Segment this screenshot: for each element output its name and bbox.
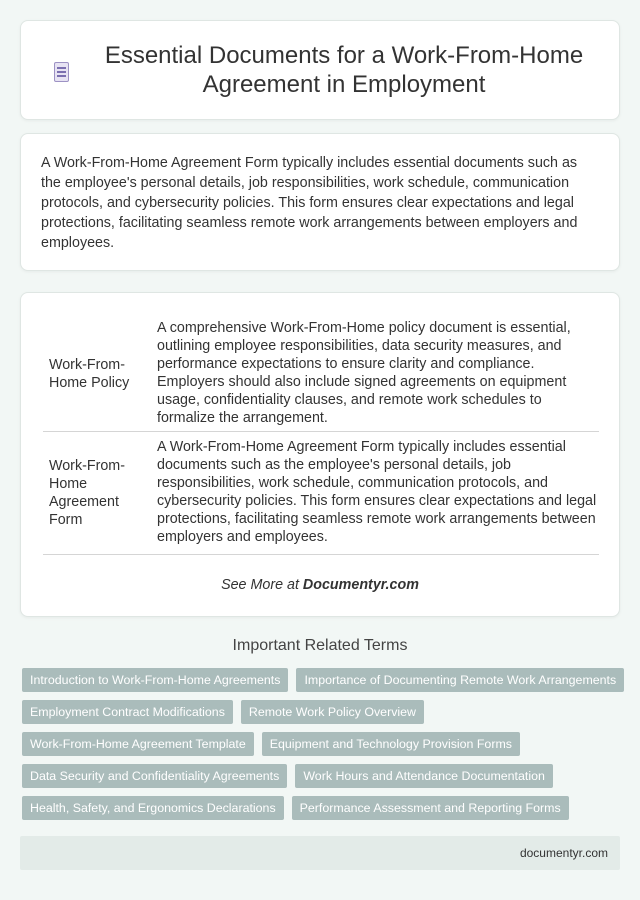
related-terms-heading: Important Related Terms bbox=[232, 637, 408, 654]
footer-link[interactable]: documentyr.com bbox=[519, 846, 608, 860]
related-terms-list bbox=[22, 668, 622, 828]
footer bbox=[20, 836, 620, 870]
term-cell: Work-From-Home Agreement Form bbox=[43, 432, 151, 555]
intro-text: A Work-From-Home Agreement Form typically includes essential documents such as the employee's personal details, job responsibilities, work schedule, communication protocols, and cybersecurity policies. This form ensures clear expectations and legal protections, facilitating seamless remote work arrangements between employers and employees. bbox=[41, 155, 578, 251]
related-term-tag[interactable]: Equipment and Technology Provision Forms bbox=[262, 732, 520, 756]
document-icon bbox=[51, 61, 73, 83]
related-term-tag[interactable]: Performance Assessment and Reporting Forms bbox=[292, 796, 569, 820]
page-title: Essential Documents for a Work-From-Home Agreement in Employment bbox=[104, 42, 584, 98]
related-term-tag[interactable]: Work Hours and Attendance Documentation bbox=[295, 764, 553, 788]
see-more-link[interactable]: Documentyr.com bbox=[302, 577, 419, 593]
documents-table-card bbox=[20, 292, 620, 617]
related-term-tag[interactable]: Introduction to Work-From-Home Agreements bbox=[22, 668, 288, 692]
related-term-tag[interactable]: Data Security and Confidentiality Agreements bbox=[22, 764, 287, 788]
related-term-tag[interactable]: Work-From-Home Agreement Template bbox=[22, 732, 254, 756]
see-more-prefix: See More at bbox=[221, 577, 303, 593]
related-term-tag[interactable]: Importance of Documenting Remote Work Arrangements bbox=[296, 668, 624, 692]
title-card bbox=[20, 20, 620, 120]
see-more bbox=[21, 577, 619, 593]
related-term-tag[interactable]: Employment Contract Modifications bbox=[22, 700, 233, 724]
description-cell: A comprehensive Work-From-Home policy document is essential, outlining employee responsibilities, data security measures, and performance expectations to ensure clarity and compliance. Employers should also include signed agreements on equipment usage, confidentiality clauses, and remote work schedules to formalize the arrangement. bbox=[151, 317, 599, 432]
related-term-tag[interactable]: Remote Work Policy Overview bbox=[241, 700, 424, 724]
description-cell: A Work-From-Home Agreement Form typically includes essential documents such as the employee's personal details, job responsibilities, work schedule, communication protocols, and cybersecurity policies. This form ensures clear expectations and legal protections, facilitating seamless remote work arrangements between employers and employees. bbox=[151, 432, 599, 555]
intro-card bbox=[20, 133, 620, 271]
documents-table bbox=[43, 317, 599, 555]
table-row bbox=[43, 317, 599, 432]
term-cell: Work-From-Home Policy bbox=[43, 317, 151, 432]
table-row bbox=[43, 432, 599, 555]
related-term-tag[interactable]: Health, Safety, and Ergonomics Declarations bbox=[22, 796, 284, 820]
